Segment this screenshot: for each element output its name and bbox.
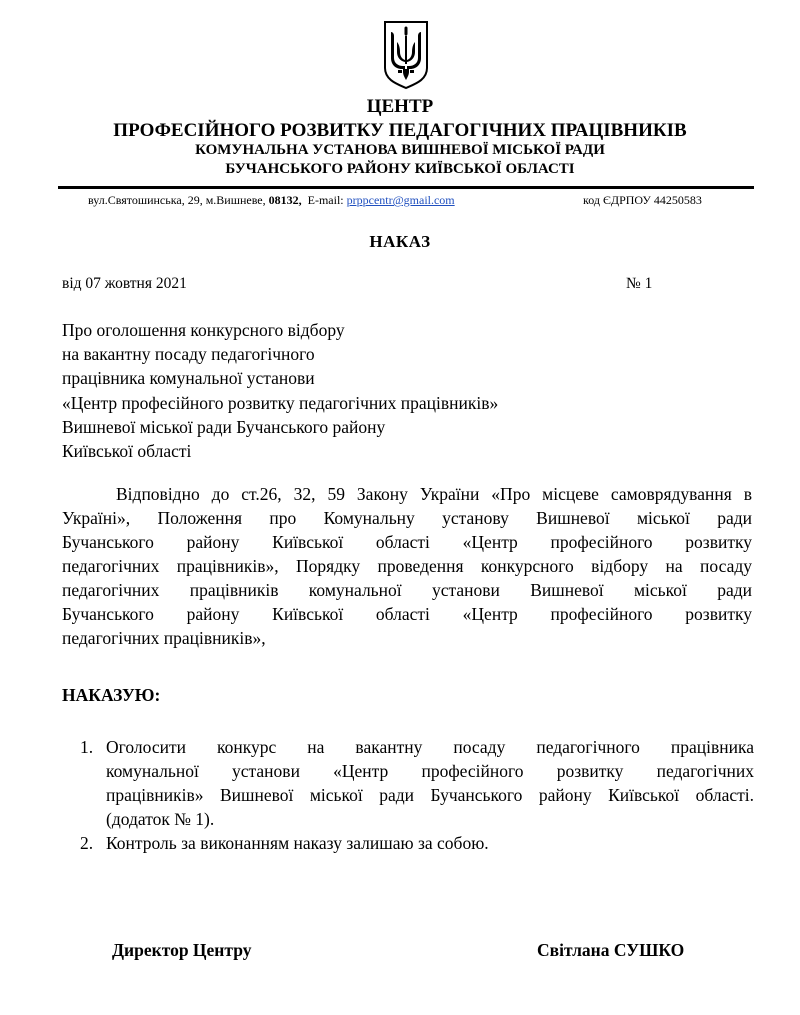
email-link[interactable]: prppcentr@gmail.com bbox=[346, 193, 455, 207]
order-heading: НАКАЗУЮ: bbox=[62, 685, 161, 705]
order-number: 1. bbox=[80, 737, 94, 757]
order-line: Оголосити конкурс на вакантну посаду педагогічного працівника bbox=[106, 737, 754, 757]
org-subtitle-region: БУЧАНСЬКОГО РАЙОНУ КИЇВСЬКОЇ ОБЛАСТІ bbox=[225, 161, 575, 177]
header-divider bbox=[58, 186, 754, 189]
paragraph-line: педагогічних працівників», bbox=[62, 628, 266, 648]
subject-line: Вишневої міської ради Бучанського району bbox=[62, 416, 386, 437]
order-number: 2. bbox=[80, 833, 94, 853]
paragraph-line: Відповідно до ст.26, 32, 59 Закону України «Про місцеве самоврядування в bbox=[116, 484, 752, 504]
signature-name: Світлана СУШКО bbox=[537, 940, 685, 960]
subject-line: Київської області bbox=[62, 441, 192, 462]
order-line: Контроль за виконанням наказу залишаю за собою. bbox=[106, 833, 489, 853]
order-line: (додаток № 1). bbox=[106, 809, 215, 829]
address-street: вул.Святошинська, 29, м.Вишневе, bbox=[88, 193, 269, 207]
org-title-full: ПРОФЕСІЙНОГО РОЗВИТКУ ПЕДАГОГІЧНИХ ПРАЦІВНИКІВ bbox=[113, 120, 687, 141]
paragraph-line: педагогічних працівників», Порядку проведення конкурсного відбору на посаду bbox=[62, 556, 752, 576]
edrpou-code: код ЄДРПОУ 44250583 bbox=[583, 193, 702, 207]
subject-line: Про оголошення конкурсного відбору bbox=[62, 320, 345, 340]
paragraph-line: педагогічних працівників комунальної установи Вишневої міської ради bbox=[62, 580, 752, 600]
subject-line: працівника комунальної установи bbox=[62, 368, 315, 389]
postcode: 08132, bbox=[268, 193, 302, 207]
document-date: від 07 жовтня 2021 bbox=[62, 275, 187, 292]
subject-line: на вакантну посаду педагогічного bbox=[62, 344, 315, 365]
document-number: № 1 bbox=[626, 275, 653, 292]
order-line: комунальної установи «Центр професійного розвитку педагогічних bbox=[106, 761, 754, 781]
org-title-centr: ЦЕНТР bbox=[366, 96, 434, 117]
document-title: НАКАЗ bbox=[369, 232, 431, 251]
order-line: працівників» Вишневої міської ради Бучанського району Київської області. bbox=[106, 785, 754, 805]
paragraph-line: Бучанського району Київської області «Центр професійного розвитку bbox=[62, 604, 752, 624]
paragraph-line: Бучанського району Київської області «Центр професійного розвитку bbox=[62, 532, 752, 552]
subject-line: «Центр професійного розвитку педагогічних працівників» bbox=[62, 392, 499, 413]
order-list bbox=[80, 735, 754, 855]
address bbox=[88, 193, 455, 208]
order-item bbox=[80, 735, 754, 831]
email-label: E-mail: bbox=[301, 193, 347, 207]
paragraph-line: Україні», Положення про Комунальну установу Вишневої міської ради bbox=[62, 508, 752, 528]
trident-coat-of-arms-icon bbox=[383, 20, 429, 90]
org-subtitle-institution: КОМУНАЛЬНА УСТАНОВА ВИШНЕВОЇ МІСЬКОЇ РАДИ bbox=[195, 142, 605, 158]
signature-position: Директор Центру bbox=[112, 940, 252, 960]
document-subject bbox=[62, 318, 498, 463]
order-item bbox=[80, 831, 754, 855]
preamble-paragraph bbox=[62, 482, 752, 650]
